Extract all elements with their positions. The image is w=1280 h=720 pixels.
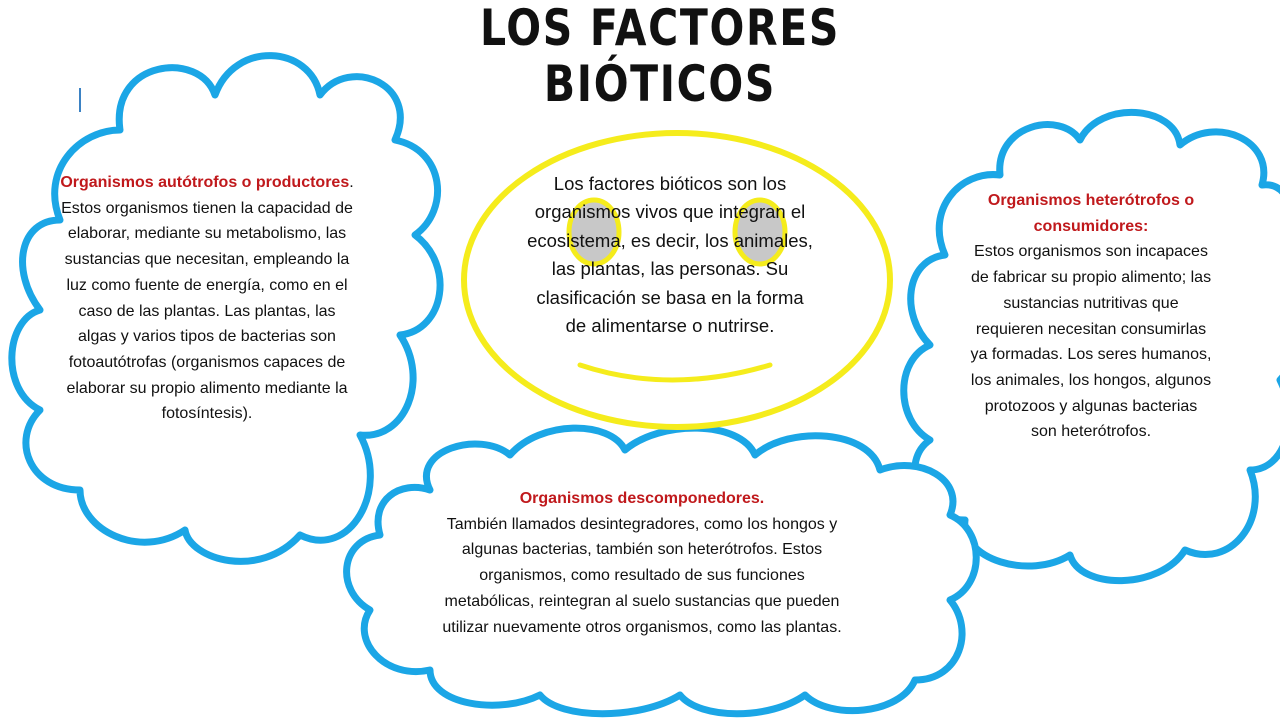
descomponedores-body: También llamados desintegradores, como los hongos y algunas bacterias, también son heterótrofos. Estos organismos, como resultado de sus funciones metabólicas, reintegran al suelo sustancias que pueden utilizar nuevamente otros organismos, como las plantas. [442,515,842,636]
accent-line [79,88,81,112]
center-definition: Los factores bióticos son los organismos vivos que integran el ecosistema, es decir, los animales, las plantas, las personas. Su clasificación se basa en la forma de alimentarse o nutrirse. [527,173,813,337]
title-line-2: BIÓTICOS [543,55,777,113]
page-title [480,0,841,112]
descomponedores-box [436,486,848,640]
autotrofos-body: . Estos organismos tienen la capacidad de elaborar, mediante su metabolismo, las sustancias que necesitan, empleando la luz como fuente de energía, como en el caso de las plantas. Las plantas, las algas y varios tipos de bacterias son fotoautótrofas (organismos capaces de elaborar su propio alimento mediante la fotosíntesis). [61,174,354,423]
autotrofos-heading: Organismos autótrofos o productores [60,174,350,191]
smile [580,365,770,380]
heterotrofos-body: Estos organismos son incapaces de fabricar su propio alimento; las sustancias nutritivas que requieren necesitan consumirlas ya formadas. Los seres humanos, los animales, los hongos, algunos protozoos y algunas bacterias son heterótrofos. [970,243,1212,441]
heterotrofos-box [970,188,1212,445]
descomponedores-heading: Organismos descomponedores. [519,490,765,507]
title-line-1: LOS FACTORES [479,0,841,57]
autotrofos-box [58,170,356,427]
heterotrofos-heading: Organismos heterótrofos o consumidores: [987,192,1195,235]
